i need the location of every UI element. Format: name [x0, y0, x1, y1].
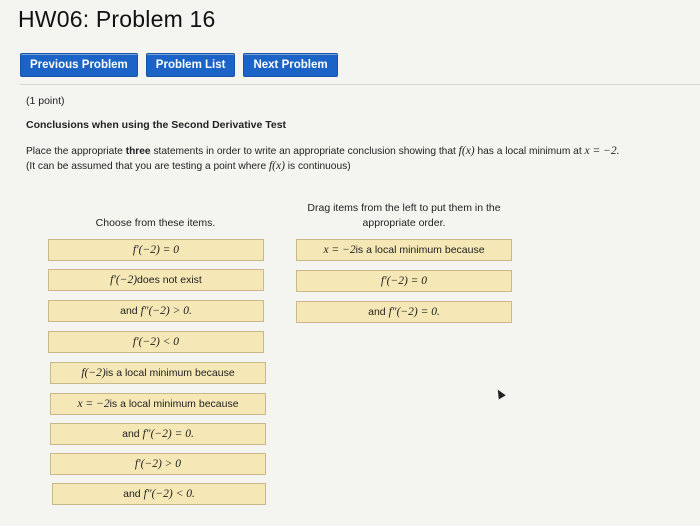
source-item[interactable]: and f″(−2) = 0.: [50, 423, 266, 445]
target-column-header: Drag items from the left to put them in the appropriate order.: [307, 202, 501, 229]
answer-item[interactable]: and f″(−2) = 0.: [296, 301, 512, 323]
problem-heading: Conclusions when using the Second Derivative Test: [26, 119, 287, 131]
next-problem-button[interactable]: Next Problem: [243, 53, 337, 77]
answer-item[interactable]: f′(−2) = 0: [296, 270, 512, 292]
instructions: Place the appropriate three statements in order to write an appropriate conclusion showing that f(x) has a local minimum at x = −2. (It can be assumed that you are testing a point where f(x) is continuous): [26, 145, 620, 172]
source-item[interactable]: f′(−2) does not exist: [48, 269, 264, 291]
source-item[interactable]: f′(−2) = 0: [48, 239, 264, 261]
answer-item[interactable]: x = −2 is a local minimum because: [296, 239, 512, 261]
problem-nav: [20, 53, 338, 77]
source-item[interactable]: and f″(−2) > 0.: [48, 300, 264, 322]
source-item[interactable]: x = −2 is a local minimum because: [50, 393, 266, 415]
source-item[interactable]: f(−2) is a local minimum because: [50, 362, 266, 384]
source-item[interactable]: f′(−2) < 0: [48, 331, 264, 353]
problem-list-button[interactable]: Problem List: [146, 53, 236, 77]
divider: [20, 84, 700, 85]
source-column-header: Choose from these items.: [95, 217, 216, 229]
mouse-cursor-icon: [494, 388, 505, 400]
source-item[interactable]: f′(−2) > 0: [50, 453, 266, 475]
source-item[interactable]: and f″(−2) < 0.: [52, 483, 266, 505]
previous-problem-button[interactable]: Previous Problem: [20, 53, 138, 77]
points-label: (1 point): [26, 95, 65, 107]
page-title: HW06: Problem 16: [18, 6, 216, 32]
